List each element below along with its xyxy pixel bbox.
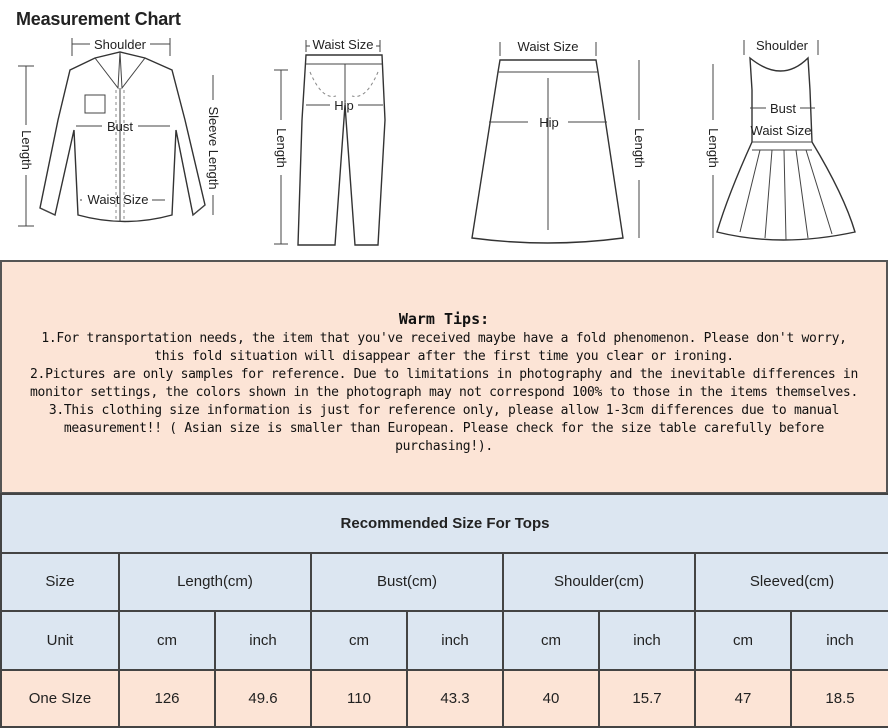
tip-line: purchasing!). (395, 439, 493, 454)
shirt-bust-label: Bust (106, 119, 134, 134)
shirt-sleeve-label: Sleeve Length (206, 106, 221, 190)
value-cell: 40 (503, 670, 599, 728)
tip-line: 3.This clothing size information is just for reference only, please allow 1-3cm differences due to manual (48, 403, 840, 418)
garment-illustrations (0, 0, 888, 260)
measurement-chart (0, 0, 888, 260)
dress-bust-label: Bust (769, 101, 797, 116)
value-cell: 49.6 (215, 670, 311, 728)
unit-cell: cm (503, 611, 599, 670)
size-table (0, 493, 888, 728)
length-header: Length(cm) (119, 553, 311, 612)
tip-line: this fold situation will disappear after the first time you clear or ironing. (154, 349, 734, 364)
shirt-length-label: Length (19, 130, 34, 170)
unit-cell: cm (311, 611, 407, 670)
chart-title: Measurement Chart (16, 9, 181, 29)
unit-cell: cm (119, 611, 215, 670)
size-label: One SIze (1, 670, 119, 728)
pants-waist-label: Waist Size (312, 37, 374, 52)
pants-length-label: Length (274, 128, 289, 168)
unit-cell: inch (407, 611, 503, 670)
unit-cell: cm (695, 611, 791, 670)
value-cell: 126 (119, 670, 215, 728)
table-row (1, 670, 888, 728)
shirt-shoulder-label: Shoulder (93, 37, 147, 52)
warm-tips-title: Warm Tips: (398, 310, 490, 328)
tip-line: 1.For transportation needs, the item that you've received maybe have a fold phenomenon. Please don't worry, (41, 331, 847, 346)
unit-cell: inch (215, 611, 311, 670)
pants-hip-label: Hip (334, 98, 354, 113)
shirt-drawing (18, 37, 221, 226)
size-header: Size (1, 553, 119, 612)
value-cell: 18.5 (791, 670, 888, 728)
warm-tips-panel (0, 260, 888, 494)
bust-header: Bust(cm) (311, 553, 503, 612)
tip-line: monitor settings, the colors shown in the photograph may not correspond 100% to those in the items themselves. (30, 385, 858, 400)
dress-waist-label: Waist Size (750, 123, 812, 138)
value-cell: 15.7 (599, 670, 695, 728)
sleeve-header: Sleeved(cm) (695, 553, 888, 612)
value-cell: 47 (695, 670, 791, 728)
dress-length-label: Length (706, 128, 721, 168)
value-cell: 110 (311, 670, 407, 728)
skirt-length-label: Length (632, 128, 647, 168)
pants-drawing (274, 37, 385, 245)
value-cell: 43.3 (407, 670, 503, 728)
table-caption: Recommended Size For Tops (1, 494, 888, 553)
dress-drawing (706, 38, 855, 240)
tip-line: measurement!! ( Asian size is smaller than European. Please check for the size table carefully before (63, 421, 825, 436)
dress-shoulder-label: Shoulder (755, 38, 809, 53)
shoulder-header: Shoulder(cm) (503, 553, 695, 612)
tip-line: 2.Pictures are only samples for reference. Due to limitations in photography and the inevitable differences in (30, 367, 858, 382)
shirt-waist-label: Waist Size (87, 192, 149, 207)
unit-header: Unit (1, 611, 119, 670)
unit-cell: inch (791, 611, 888, 670)
skirt-waist-label: Waist Size (517, 39, 579, 54)
skirt-hip-label: Hip (539, 115, 559, 130)
skirt-drawing (472, 39, 647, 243)
unit-cell: inch (599, 611, 695, 670)
